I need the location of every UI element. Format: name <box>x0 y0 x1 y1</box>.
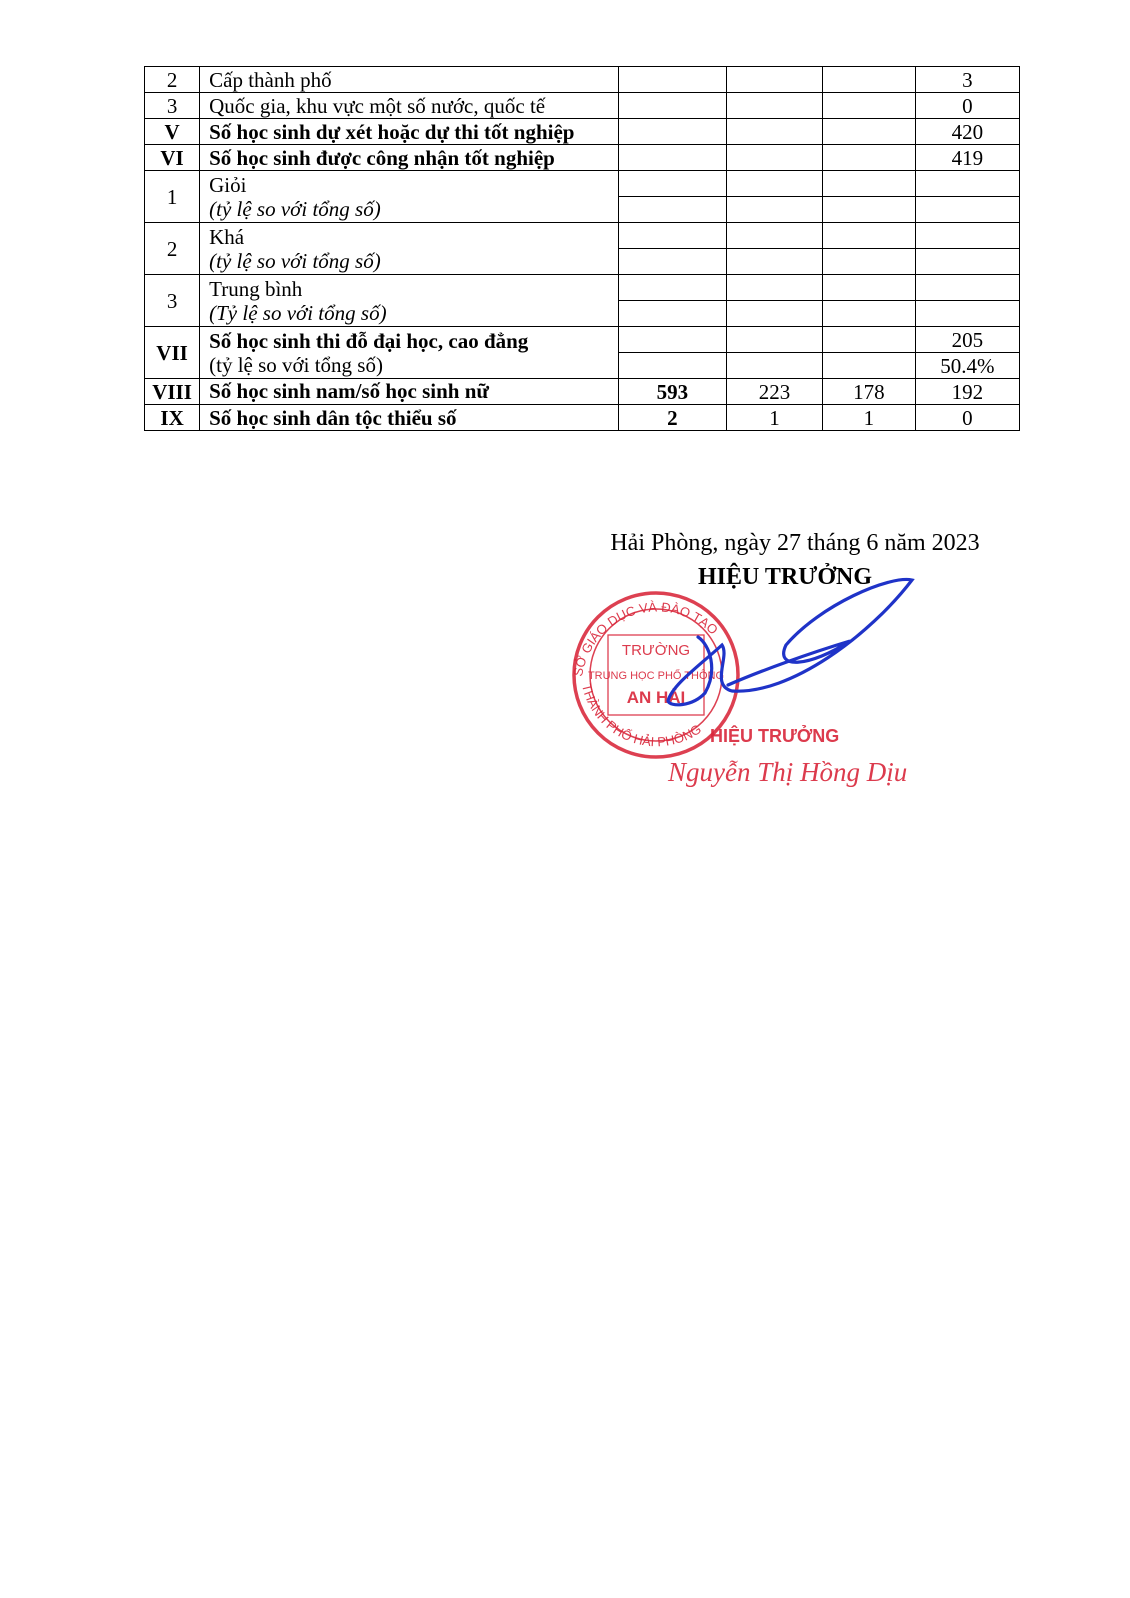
cell-total <box>618 93 726 119</box>
empty-cell <box>915 197 1019 223</box>
row-label: Số học sinh nam/số học sinh nữ <box>200 379 619 405</box>
cell-col3-ratio: 50.4% <box>915 353 1019 379</box>
empty-cell <box>726 275 822 301</box>
empty-cell <box>618 353 726 379</box>
row-label: Cấp thành phố <box>200 67 619 93</box>
empty-cell <box>618 249 726 275</box>
empty-cell <box>915 223 1019 249</box>
row-number: 3 <box>145 275 200 327</box>
row-number: 2 <box>145 67 200 93</box>
table-row <box>145 327 1020 353</box>
seal-and-signature <box>560 575 940 805</box>
row-number: VI <box>145 145 200 171</box>
cell-col2 <box>822 145 915 171</box>
table-row <box>145 275 1020 301</box>
row-number: IX <box>145 405 200 431</box>
row-note: (tỷ lệ so với tổng số) <box>209 352 383 377</box>
row-label: Quốc gia, khu vực một số nước, quốc tế <box>200 93 619 119</box>
empty-cell <box>822 301 915 327</box>
empty-cell <box>726 249 822 275</box>
cell-col1: 1 <box>726 405 822 431</box>
empty-cell <box>618 223 726 249</box>
results-table <box>144 66 1020 431</box>
table-row <box>145 379 1020 405</box>
cell-col2 <box>822 93 915 119</box>
table-row <box>145 119 1020 145</box>
seal-line1: TRƯỜNG <box>621 642 691 659</box>
cell-col3: 419 <box>915 145 1019 171</box>
cell-col1 <box>726 119 822 145</box>
empty-cell <box>915 275 1019 301</box>
empty-cell <box>822 197 915 223</box>
cell-col1: 223 <box>726 379 822 405</box>
cell-total <box>618 67 726 93</box>
empty-cell <box>915 249 1019 275</box>
row-number: V <box>145 119 200 145</box>
cell-col1 <box>726 67 822 93</box>
empty-cell <box>618 197 726 223</box>
cell-col3: 205 <box>915 327 1019 353</box>
cell-col3: 192 <box>915 379 1019 405</box>
cell-col1 <box>726 93 822 119</box>
seal-line3: AN HẢI <box>626 688 686 707</box>
row-number: 3 <box>145 93 200 119</box>
principal-title: HIỆU TRƯỞNG <box>697 564 873 590</box>
table-row <box>145 405 1020 431</box>
cell-total <box>618 145 726 171</box>
empty-cell <box>822 249 915 275</box>
row-note: (tỷ lệ so với tổng số) <box>209 196 381 221</box>
row-label-cell <box>200 171 619 223</box>
empty-cell <box>726 223 822 249</box>
cell-col2 <box>822 67 915 93</box>
cell-col2: 1 <box>822 405 915 431</box>
seal-line2: TRUNG HỌC PHỔ THÔNG <box>587 670 725 682</box>
row-label-cell <box>200 275 619 327</box>
empty-cell <box>822 223 915 249</box>
cell-col3: 3 <box>915 67 1019 93</box>
table-row <box>145 93 1020 119</box>
row-label: Số học sinh thi đỗ đại học, cao đẳng <box>209 328 529 353</box>
stamp-title: HIỆU TRƯỞNG <box>710 726 840 746</box>
empty-cell <box>915 301 1019 327</box>
empty-cell <box>822 171 915 197</box>
row-label: Số học sinh dân tộc thiểu số <box>200 405 619 431</box>
row-note: (Tỷ lệ so với tổng số) <box>209 300 387 325</box>
empty-cell <box>618 275 726 301</box>
empty-cell <box>726 327 822 353</box>
table-row <box>145 171 1020 197</box>
table-row <box>145 223 1020 249</box>
empty-cell <box>618 301 726 327</box>
row-number: VIII <box>145 379 200 405</box>
row-label: Số học sinh dự xét hoặc dự thi tốt nghiệp <box>200 119 619 145</box>
row-label: Khá <box>209 224 245 249</box>
empty-cell <box>726 197 822 223</box>
cell-col3: 0 <box>915 93 1019 119</box>
empty-cell <box>726 353 822 379</box>
cell-col2: 178 <box>822 379 915 405</box>
empty-cell <box>726 301 822 327</box>
empty-cell <box>618 327 726 353</box>
empty-cell <box>822 327 915 353</box>
row-label-cell <box>200 223 619 275</box>
stamp-name: Nguyễn Thị Hồng Dịu <box>668 757 908 787</box>
empty-cell <box>822 275 915 301</box>
table-row <box>145 145 1020 171</box>
row-label: Giỏi <box>209 172 247 197</box>
row-number: 2 <box>145 223 200 275</box>
row-label-cell <box>200 327 619 379</box>
empty-cell <box>915 171 1019 197</box>
seal-bottom-text: THÀNH PHỐ HẢI PHÒNG <box>578 682 704 750</box>
cell-col1 <box>726 145 822 171</box>
row-note: (tỷ lệ so với tổng số) <box>209 248 381 273</box>
place-date: Hải Phòng, ngày 27 tháng 6 năm 2023 <box>610 530 980 556</box>
cell-col3: 0 <box>915 405 1019 431</box>
row-label: Trung bình <box>209 276 303 301</box>
cell-total <box>618 119 726 145</box>
cell-col2 <box>822 119 915 145</box>
empty-cell <box>822 353 915 379</box>
table-row <box>145 67 1020 93</box>
row-label: Số học sinh được công nhận tốt nghiệp <box>200 145 619 171</box>
empty-cell <box>618 171 726 197</box>
row-number: VII <box>145 327 200 379</box>
cell-col3: 420 <box>915 119 1019 145</box>
row-number: 1 <box>145 171 200 223</box>
cell-total: 2 <box>618 405 726 431</box>
empty-cell <box>726 171 822 197</box>
cell-total: 593 <box>618 379 726 405</box>
seal-top-text: SỞ GIÁO DỤC VÀ ĐÀO TẠO <box>570 599 721 678</box>
